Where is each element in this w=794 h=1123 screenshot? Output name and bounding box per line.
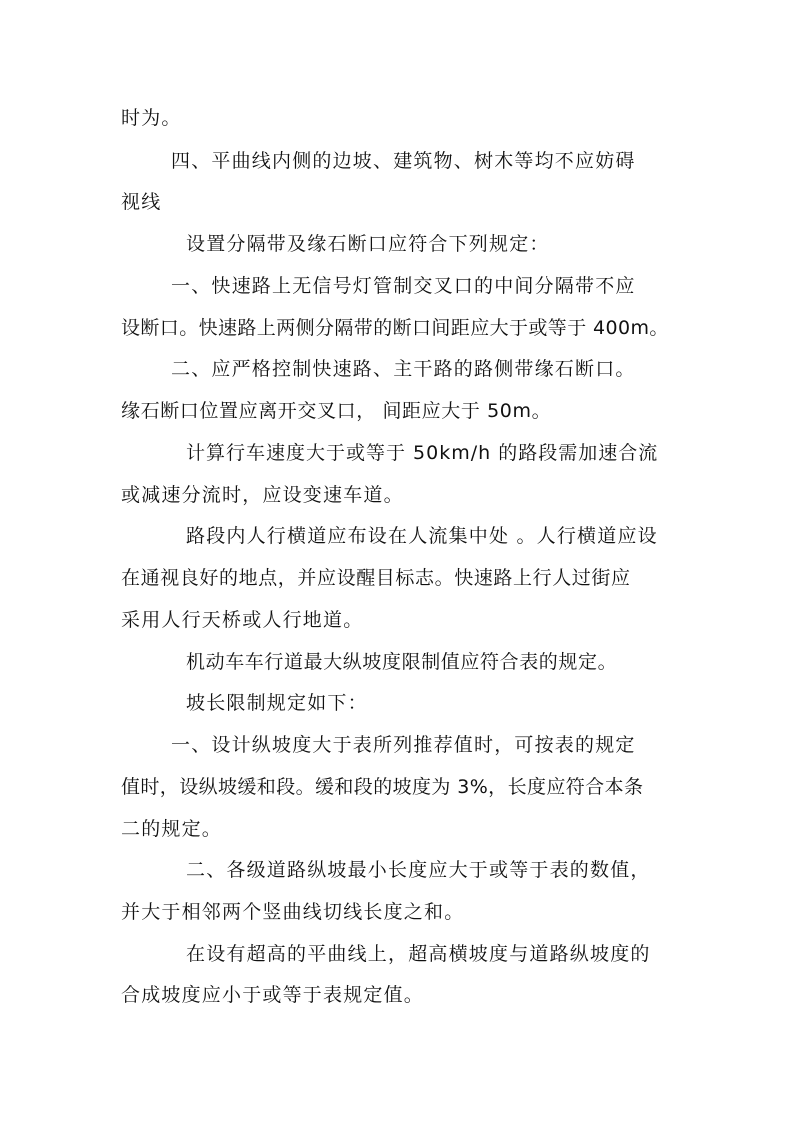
text-line: 二的规定。 bbox=[121, 818, 223, 840]
text-line: 设断口。快速路上两侧分隔带的断口间距应大于或等于 400m。 bbox=[121, 317, 669, 339]
text-line: 视线 bbox=[121, 191, 162, 213]
text-line: 二、各级道路纵坡最小长度应大于或等于表的数值， bbox=[186, 859, 651, 881]
text-line: 时为。 bbox=[121, 107, 182, 129]
text-line: 一、设计纵坡度大于表所列推荐值时，可按表的规定 bbox=[171, 734, 636, 756]
text-line: 合成坡度应小于或等于表规定值。 bbox=[121, 984, 425, 1006]
text-line: 在设有超高的平曲线上，超高横坡度与道路纵坡度的 bbox=[186, 943, 651, 965]
text-line: 设置分隔带及缘石断口应符合下列规定： bbox=[186, 233, 550, 255]
text-line: 缘石断口位置应离开交叉口， 间距应大于 50m。 bbox=[121, 400, 552, 422]
text-line: 四、平曲线内侧的边坡、建筑物、树木等均不应妨碍 bbox=[171, 150, 636, 172]
text-line: 在通视良好的地点，并应设醒目标志。快速路上行人过街应 bbox=[121, 567, 631, 589]
text-line: 值时，设纵坡缓和段。缓和段的坡度为 3%，长度应符合本条 bbox=[121, 776, 644, 798]
text-line: 计算行车速度大于或等于 50km/h 的路段需加速合流 bbox=[186, 442, 659, 464]
text-line: 路段内人行横道应布设在人流集中处 。人行横道应设 bbox=[186, 525, 658, 547]
text-line: 采用人行天桥或人行地道。 bbox=[121, 609, 364, 631]
text-line: 或减速分流时，应设变速车道。 bbox=[121, 484, 404, 506]
text-line: 并大于相邻两个竖曲线切线长度之和。 bbox=[121, 901, 465, 923]
text-line: 机动车车行道最大纵坡度限制值应符合表的规定。 bbox=[186, 651, 618, 673]
text-line: 一、快速路上无信号灯管制交叉口的中间分隔带不应 bbox=[171, 275, 636, 297]
text-line: 二、应严格控制快速路、主干路的路侧带缘石断口。 bbox=[171, 358, 636, 380]
text-line: 坡长限制规定如下： bbox=[186, 692, 368, 714]
